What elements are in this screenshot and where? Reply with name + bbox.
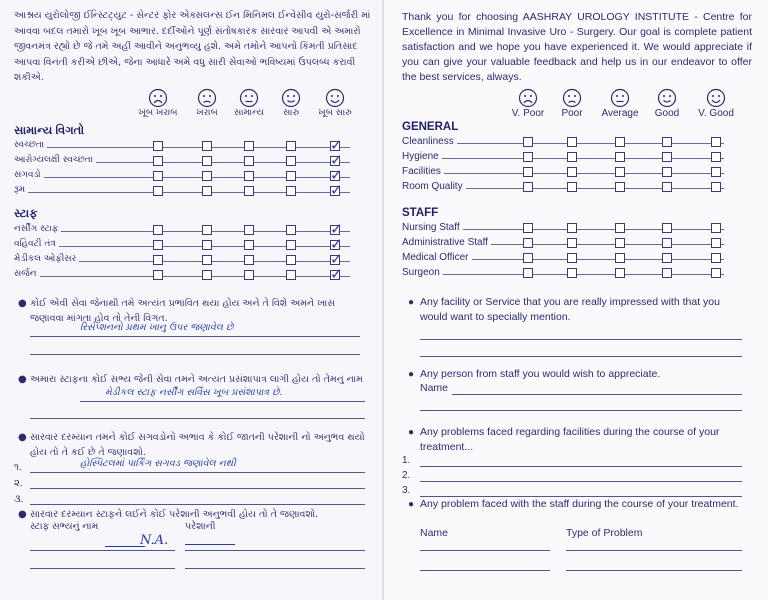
rating-row-label: રૂમ	[14, 185, 28, 195]
very-sad-face-icon	[518, 88, 538, 108]
rating-checkbox[interactable]	[286, 240, 296, 250]
rating-label: Poor	[561, 108, 583, 119]
rating-row-label: આરોગ્યલક્ષી સ્વચ્છતા	[14, 155, 96, 165]
check-mark-icon: ✓	[330, 235, 343, 253]
rating-checkbox[interactable]	[662, 137, 672, 147]
row-guide-line	[14, 192, 350, 193]
rating-row-label: સ્વચ્છતા	[14, 140, 47, 150]
rating-checkbox[interactable]	[615, 253, 625, 263]
answer-line	[420, 570, 550, 571]
rating-checkbox[interactable]	[662, 152, 672, 162]
rating-row-label: નર્સીંગ સ્ટાફ	[14, 224, 61, 234]
rating-row	[0, 220, 384, 238]
rating-option-3	[594, 88, 646, 119]
bullet-icon: ●	[408, 369, 415, 380]
english-question-4-text: Any problem faced with the staff during the course of your treatment.	[420, 498, 739, 510]
rating-checkbox[interactable]	[523, 238, 533, 248]
bullet-icon: ●	[18, 432, 27, 443]
gujarati-question-2-text: અમારા સ્ટાફના કોઈ સભ્ય જેની સેવા તમને અત્યંત પ્રસંશાપાત્ર લાગી હોય તો તેમનું નામ	[30, 374, 363, 385]
neutral-face-icon	[610, 88, 630, 108]
rating-option-4	[641, 88, 693, 119]
rating-checkbox[interactable]	[711, 182, 721, 192]
rating-row-label: Facilities	[402, 166, 444, 177]
rating-checkbox[interactable]	[153, 240, 163, 250]
english-intro-text: Thank you for choosing AASHRAY UROLOGY INSTITUTE - Centre for Excellence in Minimal Invasive Uro - Surgery. Our goal is complete patient satisfaction and we hope you have experienced it. We would appreciate if you can give your valuable feedback and help us in our endeavor to offer the best services, always.	[402, 11, 752, 83]
neutral-face-icon	[239, 88, 259, 108]
english-question-1-text: Any facility or Service that you are really impressed with that you would want to specially mention.	[420, 296, 720, 323]
english-problem-type-label: Type of Problem	[566, 527, 643, 539]
answer-line	[420, 466, 742, 467]
rating-checkbox[interactable]	[244, 171, 254, 181]
english-question-2-text: Any person from staff you would wish to appreciate.	[420, 368, 661, 380]
rating-checkbox[interactable]	[244, 186, 254, 196]
english-question-3-text: Any problems faced regarding facilities during the course of your treatment...	[420, 426, 720, 453]
rating-checkbox[interactable]	[202, 240, 212, 250]
rating-row-label: Nursing Staff	[402, 222, 463, 233]
rating-checkbox[interactable]	[662, 253, 672, 263]
rating-checkbox[interactable]	[153, 186, 163, 196]
rating-row	[384, 181, 768, 195]
rating-row-label: Hygiene	[402, 151, 442, 162]
rating-checkbox[interactable]	[567, 152, 577, 162]
answer-line	[30, 418, 365, 419]
row-guide-line	[14, 246, 350, 247]
answer-line	[420, 550, 550, 551]
rating-row	[384, 267, 768, 281]
answer-line	[452, 394, 742, 395]
rating-checkbox[interactable]	[153, 171, 163, 181]
rating-checkbox[interactable]	[523, 152, 533, 162]
rating-checkbox[interactable]	[202, 270, 212, 280]
gujarati-answer-4: N.A.	[140, 533, 169, 548]
rating-checkbox[interactable]	[244, 255, 254, 265]
rating-checkbox[interactable]	[153, 156, 163, 166]
rating-row	[384, 136, 768, 150]
rating-checkbox[interactable]	[330, 250, 343, 268]
handwritten-stroke	[185, 544, 235, 545]
very-sad-face-icon	[148, 88, 168, 108]
english-number-1: 1.	[402, 455, 411, 466]
gujarati-number-1: ૧.	[14, 462, 22, 473]
rating-label: સારુ	[282, 108, 300, 118]
rating-checkbox[interactable]	[202, 156, 212, 166]
answer-line	[420, 481, 742, 482]
rating-checkbox[interactable]	[244, 156, 254, 166]
rating-checkbox[interactable]	[286, 255, 296, 265]
gujarati-question-4-text: સારવાર દરમ્યાન સ્ટાફને લઈને કોઈ પરેશાની અનુભવી હોય તો તે જણાવશો.	[30, 509, 319, 520]
gujarati-staff-name-label: સ્ટાફ સભ્યનું નામ	[30, 521, 99, 532]
rating-checkbox[interactable]	[286, 270, 296, 280]
rating-checkbox[interactable]	[523, 137, 533, 147]
rating-option-2	[546, 88, 598, 119]
rating-checkbox[interactable]	[330, 181, 343, 199]
rating-row	[384, 237, 768, 251]
row-guide-line	[14, 276, 350, 277]
rating-checkbox[interactable]	[244, 225, 254, 235]
bullet-icon: ●	[408, 427, 415, 438]
answer-line	[30, 336, 360, 337]
rating-checkbox[interactable]	[153, 225, 163, 235]
check-mark-icon: ✓	[330, 265, 343, 283]
rating-row-label: Surgeon	[402, 267, 443, 278]
rating-checkbox[interactable]	[567, 253, 577, 263]
rating-row	[0, 166, 384, 184]
answer-line	[566, 550, 742, 551]
gujarati-question-4	[18, 507, 375, 522]
rating-checkbox[interactable]	[523, 253, 533, 263]
rating-checkbox[interactable]	[330, 151, 343, 169]
gujarati-question-2	[18, 372, 375, 387]
rating-checkbox[interactable]	[330, 166, 343, 184]
answer-line	[566, 570, 742, 571]
check-mark-icon: ✓	[330, 181, 343, 199]
rating-row-label: વહિવટી તંત્ર	[14, 239, 59, 249]
rating-checkbox[interactable]	[711, 137, 721, 147]
rating-checkbox[interactable]	[711, 223, 721, 233]
rating-label: Average	[601, 108, 639, 119]
rating-checkbox[interactable]	[330, 235, 343, 253]
rating-label: Good	[654, 108, 680, 119]
english-page	[384, 0, 768, 600]
rating-label: સામાન્ય	[234, 108, 264, 118]
rating-option-5	[309, 88, 361, 118]
gujarati-number-3: ૩.	[14, 494, 24, 505]
rating-checkbox[interactable]	[202, 255, 212, 265]
rating-checkbox[interactable]	[153, 141, 163, 151]
rating-checkbox[interactable]	[567, 238, 577, 248]
rating-option-1	[132, 88, 184, 118]
rating-checkbox[interactable]	[202, 186, 212, 196]
rating-row	[384, 151, 768, 165]
rating-option-5	[690, 88, 742, 119]
english-staff-title: STAFF	[402, 207, 439, 219]
rating-label: ખૂબ ખરાબ	[138, 108, 178, 118]
gujarati-answer-1: રિસેપ્શનનો પ્રથમ ખાનુ ઉપર જણાવેલ છે	[80, 322, 234, 333]
rating-row-label: Administrative Staff	[402, 237, 491, 248]
gujarati-general-title: સામાન્ય વિગતો	[14, 125, 85, 137]
rating-checkbox[interactable]	[615, 238, 625, 248]
answer-line	[420, 410, 742, 411]
rating-checkbox[interactable]	[711, 238, 721, 248]
rating-checkbox[interactable]	[615, 223, 625, 233]
gujarati-question-3-text: સારવાર દરમ્યાન તમને કોઈ સગવડોનો અભાવ કે કોઈ જાતની પરેશાની નો અનુભવ થયો હોય તો તે કઈ છે તે જણાવશો.	[30, 432, 365, 458]
rating-checkbox[interactable]	[615, 152, 625, 162]
rating-label: V. Good	[698, 108, 734, 119]
rating-checkbox[interactable]	[153, 255, 163, 265]
rating-checkbox[interactable]	[567, 182, 577, 192]
answer-line	[185, 568, 365, 569]
answer-line	[30, 488, 365, 489]
english-number-3: 3.	[402, 485, 411, 496]
answer-line	[30, 504, 365, 505]
gujarati-number-2: ૨.	[14, 478, 23, 489]
rating-checkbox[interactable]	[662, 268, 672, 278]
rating-checkbox[interactable]	[615, 167, 625, 177]
rating-checkbox[interactable]	[202, 225, 212, 235]
english-question-4	[408, 497, 750, 512]
rating-checkbox[interactable]	[523, 268, 533, 278]
happy-face-icon	[281, 88, 301, 108]
gujarati-answer-2: મેડીકલ સ્ટાફ નર્સીંગ સર્વિસ ખૂબ પ્રસંશાપાત્ર છે.	[105, 387, 283, 398]
rating-checkbox[interactable]	[286, 156, 296, 166]
rating-row-label: મેડીકલ ઓફીસર	[14, 254, 79, 264]
very-happy-face-icon	[706, 88, 726, 108]
gujarati-question-1-text: કોઈ એવી સેવા જેનાથી તમે અત્યંત પ્રભાવિત થયા હોય અને તે વિશે અમને ખાસ જણાવવા માંગતા હોવ તો તેની વિગત.	[30, 298, 335, 324]
rating-row	[0, 265, 384, 283]
bullet-icon: ●	[18, 298, 27, 309]
rating-checkbox[interactable]	[330, 265, 343, 283]
happy-face-icon	[657, 88, 677, 108]
rating-checkbox[interactable]	[286, 186, 296, 196]
check-mark-icon: ✓	[330, 136, 343, 154]
english-staff-name-label: Name	[420, 527, 449, 539]
rating-checkbox[interactable]	[711, 152, 721, 162]
rating-checkbox[interactable]	[615, 137, 625, 147]
rating-label: ખરાબ	[196, 108, 218, 118]
rating-checkbox[interactable]	[662, 223, 672, 233]
rating-checkbox[interactable]	[523, 182, 533, 192]
bullet-icon: ●	[18, 509, 27, 520]
rating-label: ખૂબ સારુ	[318, 108, 352, 118]
gujarati-question-3	[18, 430, 375, 460]
gujarati-staff-title: સ્ટાફ	[14, 208, 38, 220]
check-mark-icon: ✓	[330, 250, 343, 268]
rating-checkbox[interactable]	[153, 270, 163, 280]
rating-checkbox[interactable]	[567, 167, 577, 177]
answer-line	[420, 339, 742, 340]
rating-row-label: Cleanliness	[402, 136, 457, 147]
rating-checkbox[interactable]	[286, 225, 296, 235]
check-mark-icon: ✓	[330, 151, 343, 169]
rating-checkbox[interactable]	[202, 141, 212, 151]
english-number-2: 2.	[402, 470, 411, 481]
rating-checkbox[interactable]	[286, 171, 296, 181]
rating-checkbox[interactable]	[615, 268, 625, 278]
rating-row	[384, 222, 768, 236]
rating-row-label: Medical Officer	[402, 252, 472, 263]
answer-line	[420, 356, 742, 357]
rating-checkbox[interactable]	[711, 167, 721, 177]
sad-face-icon	[197, 88, 217, 108]
answer-line	[30, 472, 365, 473]
gujarati-intro-text: આશ્રય યુરોલોજી ઈન્સ્ટિટ્યુટ - સેન્ટર ફોર એક્સલન્સ ઈન મિનિમલ ઈન્વેસીવ યુરો-સર્જરી માં આવવા બદલ તમારો ખૂબ ખૂબ આભાર. દર્દીઓને પૂર્ણ સંતોષકારક સારવાર આપવી એ અમારો જીવનમંત્ર રહ્યો છે જે તમે અહીં આવીને અનુભવ્યુ હશે. અમે તમોને આપનો કિંમતી પ્રતિસાદ આપવા વિનંતી કરીએ છીએ, જેના આધારે અમે વધુ સારી સેવાઓ ભવિષ્યમાં ઉપલબ્ધ કરાવી શકીએ.	[14, 10, 371, 83]
row-guide-line	[402, 274, 724, 275]
bullet-icon: ●	[408, 297, 415, 308]
rating-checkbox[interactable]	[567, 268, 577, 278]
row-guide-line	[14, 147, 350, 148]
very-happy-face-icon	[325, 88, 345, 108]
answer-line	[30, 550, 175, 551]
rating-row-label: સર્જન	[14, 269, 40, 279]
bullet-icon: ●	[18, 374, 27, 385]
rating-row	[0, 235, 384, 253]
rating-checkbox[interactable]	[286, 141, 296, 151]
rating-checkbox[interactable]	[615, 182, 625, 192]
rating-checkbox[interactable]	[711, 253, 721, 263]
answer-line	[30, 568, 175, 569]
rating-row-label: Room Quality	[402, 181, 466, 192]
rating-checkbox[interactable]	[523, 223, 533, 233]
rating-checkbox[interactable]	[662, 167, 672, 177]
rating-checkbox[interactable]	[202, 171, 212, 181]
answer-line	[30, 354, 360, 355]
english-question-2	[408, 367, 750, 382]
rating-checkbox[interactable]	[662, 238, 672, 248]
rating-checkbox[interactable]	[330, 136, 343, 154]
row-guide-line	[14, 177, 350, 178]
rating-checkbox[interactable]	[567, 223, 577, 233]
handwritten-stroke	[105, 546, 145, 547]
rating-checkbox[interactable]	[244, 240, 254, 250]
english-question-3	[408, 425, 750, 455]
rating-checkbox[interactable]	[662, 182, 672, 192]
answer-line	[185, 550, 365, 551]
rating-checkbox[interactable]	[523, 167, 533, 177]
rating-checkbox[interactable]	[711, 268, 721, 278]
rating-row	[0, 151, 384, 169]
rating-label: V. Poor	[511, 108, 545, 119]
rating-checkbox[interactable]	[567, 137, 577, 147]
rating-row	[0, 136, 384, 154]
english-question-1	[408, 295, 750, 325]
row-guide-line	[14, 231, 350, 232]
row-guide-line	[402, 158, 724, 159]
check-mark-icon: ✓	[330, 166, 343, 184]
english-name-label: Name	[420, 382, 449, 394]
rating-row	[384, 252, 768, 266]
english-general-title: GENERAL	[402, 121, 459, 133]
rating-checkbox[interactable]	[244, 141, 254, 151]
rating-checkbox[interactable]	[330, 220, 343, 238]
rating-row-label: સગવડો	[14, 170, 44, 180]
answer-line	[80, 401, 365, 402]
rating-row	[0, 250, 384, 268]
rating-row	[0, 181, 384, 199]
sad-face-icon	[562, 88, 582, 108]
gujarati-answer-3: હોસ્પિટલમાં પાર્કિંગ સગવડ જણાવેલ નથી	[80, 458, 236, 469]
gujarati-problem-label: પરેશાની	[185, 521, 216, 532]
rating-checkbox[interactable]	[244, 270, 254, 280]
bullet-icon: ●	[408, 499, 415, 510]
row-guide-line	[402, 173, 724, 174]
check-mark-icon: ✓	[330, 220, 343, 238]
rating-row	[384, 166, 768, 180]
